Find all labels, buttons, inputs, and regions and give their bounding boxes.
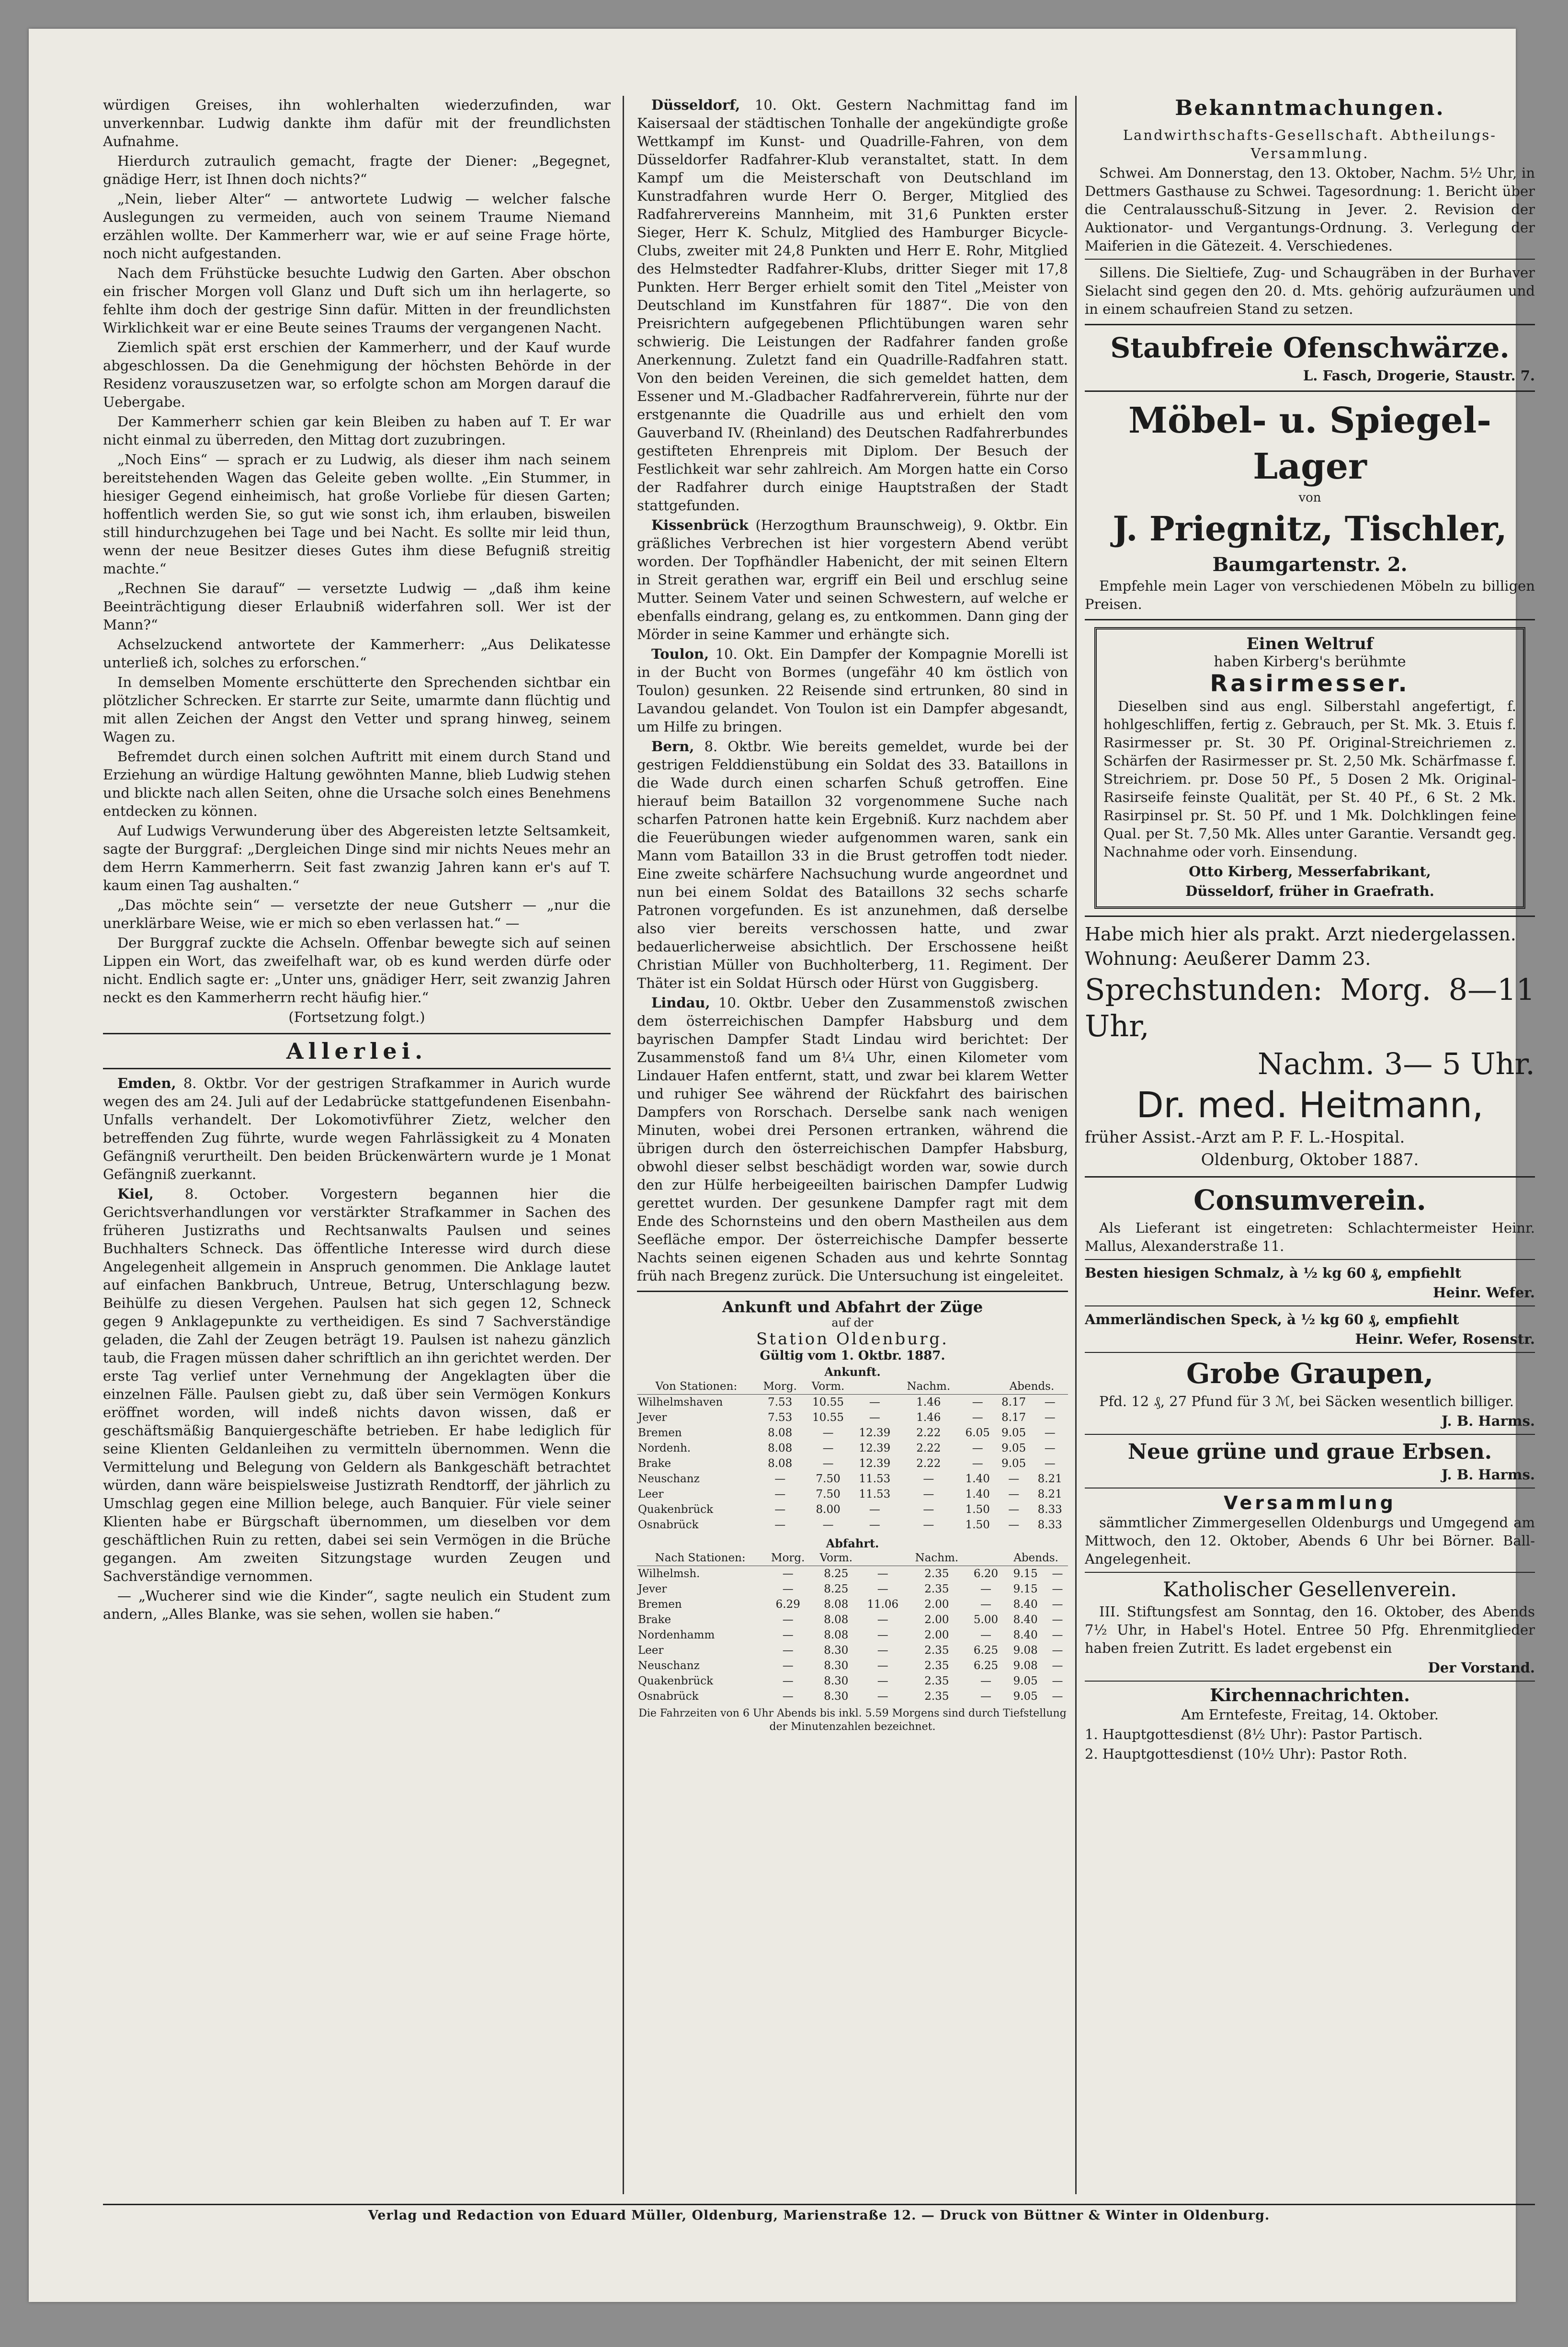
time-cell: — [1052, 1614, 1063, 1626]
story-paragraph: „Nein, lieber Alter“ — antwortete Ludwig — welcher falsche Auslegungen zu vermeiden, auch von seinem Traume Niemand erzählen wollte. Der Kammerherr war, wie er auf seine Frage hörte, noch nicht aufgestanden. [103, 191, 611, 262]
time-cell: — [1008, 1488, 1020, 1500]
story-paragraph: Der Kammerherr schien gar kein Bleiben zu haben auf T. Er war nicht einmal zu überreden, den Mittag dort zuzubringen. [103, 413, 611, 448]
ad-ofenschwaerze-firm: L. Fasch, Drogerie, Staustr. 7. [1303, 367, 1535, 384]
time-cell: — [980, 1583, 991, 1595]
time-cell: 6.25 [973, 1660, 999, 1672]
time-cell: — [782, 1629, 794, 1641]
time-cell: 10.55 [812, 1396, 844, 1408]
time-cell: 8.21 [1037, 1488, 1062, 1500]
time-cell: — [923, 1503, 934, 1516]
time-cell: — [782, 1568, 794, 1580]
ad-moebel-text: Empfehle mein Lager von verschiedenen Möbeln zu billigen Preisen. [1085, 578, 1535, 612]
time-cell: — [877, 1583, 888, 1595]
time-cell: 2.35 [924, 1583, 949, 1595]
timetable-row [637, 1471, 1068, 1487]
time-cell: — [1044, 1427, 1056, 1439]
station-name: Brake [638, 1614, 671, 1626]
time-cell: 10.55 [812, 1411, 844, 1424]
divider [1085, 1572, 1535, 1573]
time-cell: — [774, 1519, 786, 1531]
time-cell: — [1052, 1583, 1063, 1595]
story-paragraph: Befremdet durch einen solchen Auftritt mit einem durch Stand und Erziehung an würdige Haltung gewöhnten Manne, blieb Ludwig stehen und blickte nach allen Seiten, ohne die Ursache solch eines Benehmens entdecken zu können. [103, 748, 611, 819]
time-cell: 8.30 [824, 1644, 849, 1657]
story-paragraph: „Noch Eins“ — sprach er zu Ludwig, als dieser ihm nach seinem bereitstehenden Wagen das Geleite geben wollte. „Ein Stummer, in hiesiger Gegend einheimisch, hat große Vorliebe für diesen Garten; hoffentlich werden Sie, so gut wie sonst ich, ihm erlauben, bisweilen still hindurchzugehen bei Tage und bei Nacht. Es sollte mir leid thun, wenn der neue Besitzer dieses Gutes ihm diese Befugniß streitig machte.“ [103, 451, 611, 577]
column-right [1085, 96, 1535, 1764]
time-cell: — [1052, 1598, 1063, 1611]
ad-kirche-line3: 2. Hauptgottesdienst (10½ Uhr): Pastor Roth. [1085, 1746, 1408, 1762]
time-cell: 12.39 [859, 1427, 891, 1439]
time-cell: — [782, 1644, 794, 1657]
time-cell: 8.25 [824, 1583, 849, 1595]
time-cell: — [869, 1396, 880, 1408]
time-cell: 2.35 [924, 1568, 949, 1580]
timetable-header-cell: Nachm. [906, 1550, 968, 1566]
timetable-header-cell: Abends. [996, 1379, 1068, 1395]
time-cell: — [923, 1473, 934, 1485]
ad-arzt-line6: Oldenburg, Oktober 1887. [1201, 1150, 1419, 1169]
ad-consumverein-text: Als Lieferant ist eingetreten: Schlachtermeister Heinr. Mallus, Alexanderstraße 11. [1085, 1220, 1535, 1254]
ad-ofenschwaerze-title: Staubfreie Ofenschwärze. [1110, 332, 1510, 364]
time-cell: — [822, 1457, 834, 1470]
ad-graupen-title: Grobe Graupen, [1186, 1357, 1434, 1390]
time-cell: 2.22 [916, 1457, 941, 1470]
time-cell: — [980, 1598, 991, 1611]
ad-arzt-line5: früher Assist.-Arzt am P. F. L.-Hospital. [1085, 1128, 1405, 1147]
time-cell: 11.53 [859, 1488, 891, 1500]
time-cell: 8.08 [824, 1614, 849, 1626]
time-cell: — [877, 1644, 888, 1657]
time-cell: 9.15 [1013, 1583, 1038, 1595]
time-cell: 1.40 [965, 1473, 990, 1485]
time-cell: 2.35 [924, 1660, 949, 1672]
timetable-row [637, 1441, 1068, 1456]
section-heading-allerlei: Allerlei. [103, 1033, 611, 1069]
divider [637, 1291, 1068, 1292]
time-cell: 9.05 [1001, 1457, 1026, 1470]
news-text: 8. Oktbr. Vor der gestrigen Strafkammer in Aurich wurde wegen des am 24. Juli auf der Ledabrücke stattgefundenen Eisenbahn-Unfalls verhandelt. Der Lokomotivführer Zietz, welcher den betreffenden Zug führte, wurde wegen Fahrlässigkeit zu 4 Monaten Gefängniß verurtheilt. Den beiden Brückenwärtern wurde je 1 Monat Gefängniß zuerkannt. [103, 1075, 611, 1182]
time-cell: 11.06 [867, 1598, 899, 1611]
announcement-heading: Landwirthschafts-Gesellschaft. Abtheilungs-Versammlung. [1123, 127, 1497, 161]
station-name: Bremen [638, 1427, 682, 1439]
time-cell: 8.08 [768, 1427, 793, 1439]
time-cell: 8.33 [1037, 1503, 1062, 1516]
departure-heading: Abfahrt. [826, 1536, 879, 1550]
imprint-footer: Verlag und Redaction von Eduard Müller, Oldenburg, Marienstraße 12. — Druck von Büttner & Winter in Oldenburg. [103, 2204, 1535, 2223]
divider [1085, 390, 1535, 392]
time-cell: 8.40 [1013, 1614, 1038, 1626]
time-cell: — [1052, 1629, 1063, 1641]
time-cell: 7.50 [816, 1488, 841, 1500]
timetable-header-cell [960, 1379, 996, 1395]
arrival-heading: Ankunft. [824, 1365, 881, 1379]
ad-kirberg-firm: Otto Kirberg, Messerfabrikant, [1189, 863, 1431, 880]
station-name: Wilhelmshaven [638, 1396, 723, 1408]
time-cell: — [972, 1396, 983, 1408]
arrival-table [637, 1379, 1068, 1533]
station-name: Wilhelmsh. [638, 1568, 700, 1580]
divider [1085, 1305, 1535, 1306]
time-cell: — [1052, 1568, 1063, 1580]
announcements-title: Bekanntmachungen. [1175, 96, 1445, 120]
time-cell: — [782, 1675, 794, 1687]
ad-kirberg-city: Düsseldorf, früher in Graefrath. [1185, 883, 1434, 899]
time-cell: 8.30 [824, 1675, 849, 1687]
timetable-header-cell [852, 1379, 898, 1395]
timetable-station: Station Oldenburg. [756, 1329, 949, 1349]
time-cell: 2.22 [916, 1427, 941, 1439]
divider [1085, 1259, 1535, 1260]
time-cell: 8.08 [768, 1442, 793, 1454]
time-cell: 8.25 [824, 1568, 849, 1580]
timetable-row [637, 1612, 1068, 1627]
station-name: Osnabrück [638, 1519, 699, 1531]
time-cell: 8.17 [1001, 1396, 1026, 1408]
time-cell: 2.00 [924, 1629, 949, 1641]
time-cell: 8.30 [824, 1660, 849, 1672]
news-text: 10. Okt. Ein Dampfer der Kompagnie Morelli ist in der Bucht von Bormes (ungefähr 40 km östlich von Toulon) gesunken. 22 Reisende sind ertrunken, 80 sind in Lavandou gelandet. Von Toulon ist ein Dampfer abgesandt, um Hilfe zu bringen. [637, 646, 1068, 735]
story-paragraph: Achselzuckend antwortete der Kammerherr: „Aus Delikatesse unterließ ich, solches zu erforschen.“ [103, 636, 611, 671]
time-cell: 8.08 [824, 1598, 849, 1611]
station-name: Jever [638, 1583, 667, 1595]
column-rule-2 [1075, 96, 1077, 2194]
ad-kirche-title: Kirchennachrichten. [1210, 1685, 1410, 1706]
ad-erbsen-title: Neue grüne und graue Erbsen. [1127, 1440, 1492, 1464]
timetable-row [637, 1395, 1068, 1410]
timetable-row [637, 1643, 1068, 1658]
time-cell: — [774, 1473, 786, 1485]
timetable-row [637, 1627, 1068, 1643]
timetable-row [637, 1673, 1068, 1689]
time-cell: — [923, 1488, 934, 1500]
timetable-header-cell: Vorm. [812, 1550, 860, 1566]
time-cell: — [1044, 1411, 1056, 1424]
news-text: 10. Okt. Gestern Nachmittag fand im Kaisersaal der städtischen Tonhalle der angekündigte große Wettkampf im Kunst- und Quadrille-Fahren, von dem Düsseldorfer Radfahrer-Klub veranstaltet, statt. In dem Kampf um die Meisterschaft von Deutschland im Kunstradfahren wurde Herr O. Berger, Mitglied des Radfahrervereins Mannheim, mit 31,6 Punkten erster Sieger, Herr K. Schulz, Mitglied des Hamburger Bicycle-Clubs, zweiter mit 24,8 Punkten und Herr E. Rohr, Mitglied des Helmstedter Radfahrer-Klubs, dritter Sieger mit 17,8 Punkten. Herr Berger erhielt somit den Titel „Meister von Deutschland im Kunstfahren für 1887“. Die von den Preisrichtern aufgegebenen Pflichtübungen waren sehr schwierig. Die Leistungen der Radfahrer fanden große Anerkennung. Zuletzt fand ein Quadrille-Radfahren statt. Von den beiden Vereinen, die sich gemeldet hatten, dem Essener und M.-Gladbacher Radfahrerverein, führte nur der erstgenannte die Quadrille aus und erhielt den vom Gauverband IV. (Rheinland) des Deutschen Radfahrerbundes gestifteten Ehrenpreis mit Diplom. Der Besuch der Festlichkeit war sehr zahlreich. Am Morgen hatte ein Corso der Radfahrer durch einige Hauptstraßen der Stadt stattgefunden. [637, 97, 1068, 514]
story-paragraph: Hierdurch zutraulich gemacht, fragte der Diener: „Begegnet, gnädige Herr, ist Ihnen doch nichts?“ [103, 153, 611, 187]
timetable-row [637, 1456, 1068, 1471]
time-cell: 6.05 [965, 1427, 990, 1439]
station-name: Leer [638, 1644, 664, 1657]
time-cell: 9.05 [1013, 1675, 1038, 1687]
time-cell: 8.33 [1037, 1519, 1062, 1531]
ad-arzt-name: Dr. med. Heitmann, [1136, 1085, 1484, 1126]
station-name: Nordenh. [638, 1442, 691, 1454]
time-cell: — [877, 1660, 888, 1672]
station-name: Quakenbrück [638, 1675, 714, 1687]
time-cell: 9.05 [1001, 1427, 1026, 1439]
timetable-row [637, 1425, 1068, 1441]
time-cell: — [1044, 1396, 1056, 1408]
story-paragraph: Nach dem Frühstücke besuchte Ludwig den Garten. Aber obschon ein frischer Morgen voll Glanz und Duft sich um ihn herlagerte, so fehlte ihm doch der gestrige Sinn dafür. Mitten in der freundlichsten Wirklichkeit war er eine Beute seines Traums der vergangenen Nacht. [103, 265, 611, 336]
time-cell: — [1052, 1690, 1063, 1703]
time-cell: — [972, 1457, 983, 1470]
time-cell: — [782, 1690, 794, 1703]
time-cell: 7.50 [816, 1473, 841, 1485]
time-cell: 6.25 [973, 1644, 999, 1657]
ad-kirberg-head: Einen Weltruf [1246, 634, 1374, 653]
ad-speck-text: Ammerländischen Speck, à ½ kg 60 ₰, empfiehlt [1085, 1311, 1459, 1328]
ad-schmalz-firm: Heinr. Wefer. [1432, 1284, 1535, 1301]
timetable [637, 1298, 1068, 1734]
story-paragraph: Der Burggraf zuckte die Achseln. Offenbar bewegte sich auf seinen Lippen ein Wort, das zweifelhaft war, ob es kund werden dürfe oder nicht. Endlich sagte er: „Unter uns, gnädiger Herr, seit zwanzig Jahren neckt es den Kammerherrn recht häufig hier.“ [103, 935, 611, 1006]
timetable-row [637, 1502, 1068, 1517]
column-rule-1 [623, 96, 624, 2194]
timetable-row [637, 1689, 1068, 1704]
time-cell: 2.35 [924, 1644, 949, 1657]
ad-schmalz-text: Besten hiesigen Schmalz, à ½ kg 60 ₰, empfiehlt [1085, 1265, 1462, 1281]
time-cell: — [774, 1503, 786, 1516]
divider [1085, 324, 1535, 325]
timetable-row [637, 1410, 1068, 1425]
news-text: (Herzogthum Braunschweig), 9. Oktbr. Ein gräßliches Verbrechen ist hier vorgestern Abend verübt worden. Der Topfhändler Habenicht, der mit seinen Eltern in Streit gerathen war, ergriff ein Beil und erschlug seine Mutter. Seinem Vater und seinen Schwestern, auf welche er ebenfalls eindrang, gelang es, zu entkommen. Dann ging der Mörder in seine Kammer und erhängte sich. [637, 517, 1068, 642]
ad-kirberg-title: Rasirmesser. [1210, 670, 1410, 697]
time-cell: — [877, 1629, 888, 1641]
ad-moebel-address: Baumgartenstr. 2. [1212, 553, 1408, 576]
timetable-row [637, 1517, 1068, 1533]
ad-versammlung-text: sämmtlicher Zimmergesellen Oldenburgs und Umgegend am Mittwoch, den 12. Oktober, Abends 6 Uhr bei Börner. Ball-Angelegenheit. [1085, 1514, 1535, 1567]
continuation-note: (Fortsetzung folgt.) [288, 1009, 425, 1025]
timetable-header-cell: Morg. [763, 1550, 812, 1566]
timetable-header-cell: Vorm. [805, 1379, 852, 1395]
time-cell: 2.00 [924, 1614, 949, 1626]
time-cell: — [1052, 1644, 1063, 1657]
time-cell: — [822, 1442, 834, 1454]
station-name: Nordenhamm [638, 1629, 715, 1641]
news-place: Lindau, [651, 995, 710, 1011]
time-cell: 8.30 [824, 1690, 849, 1703]
news-place: Düsseldorf, [651, 97, 740, 113]
time-cell: — [980, 1629, 991, 1641]
time-cell: 7.53 [768, 1411, 793, 1424]
story-paragraph: In demselben Momente erschütterte den Sprechenden sichtbar ein plötzlicher Schrecken. Er starrte zur Seite, umarmte dann flüchtig und mit allen Zeichen der Angst den Vetter und sprang hinweg, seinem Wagen zu. [103, 674, 611, 745]
ad-consumverein-title: Consumverein. [1193, 1184, 1426, 1216]
time-cell: — [822, 1519, 834, 1531]
divider [1085, 1681, 1535, 1682]
time-cell: 12.39 [859, 1457, 891, 1470]
ad-moebel-title: Möbel- u. Spiegel-Lager [1128, 400, 1492, 487]
time-cell: — [782, 1660, 794, 1672]
ad-arzt-hours-morning: Sprechstunden: Morg. 8—11 Uhr, [1085, 972, 1535, 1043]
time-cell: 1.46 [916, 1411, 941, 1424]
ad-kirche-line1: Am Erntefeste, Freitag, 14. Oktober. [1181, 1706, 1439, 1723]
news-text: 10. Oktbr. Ueber den Zusammenstoß zwischen dem österreichischen Dampfer Habsburg und dem bayrischen Dampfer Stadt Lindau wird berichtet: Der Zusammenstoß fand um 8¼ Uhr, einen Kilometer vom Lindauer Hafen entfernt, statt, und zwar bei klarem Wetter und ruhiger See während der Rückfahrt des bairischen Dampfers von Rorschach. Derselbe sank nach wenigen Minuten, wobei drei Personen ertranken, während die übrigen durch den österreichischen Dampfer Habsburg, obwohl dieser selbst beschädigt worden war, sowie durch den zur Hülfe herbeigeeilten bairischen Dampfer Ludwig gerettet wurden. Der gesunkene Dampfer ragt mit dem Ende des Schornsteins und den obern Mastheilen aus dem Seefläche empor. Der österreichische Dampfer besserte Nachts seinen eigenen Schaden aus und kehrte Sonntag früh nach Bregenz zurück. Die Untersuchung ist eingeleitet. [637, 995, 1068, 1284]
time-cell: 1.40 [965, 1488, 990, 1500]
divider [1085, 1176, 1535, 1178]
time-cell: 2.35 [924, 1690, 949, 1703]
timetable-header-cell [968, 1550, 1004, 1566]
timetable-sub: auf der [831, 1316, 874, 1329]
ad-moebel-von: von [1298, 491, 1321, 505]
timetable-header-cell: Morg. [756, 1379, 805, 1395]
time-cell: 8.08 [768, 1457, 793, 1470]
time-cell: 6.20 [973, 1568, 999, 1580]
time-cell: 12.39 [859, 1442, 891, 1454]
station-name: Jever [638, 1411, 667, 1424]
timetable-valid: Gültig vom 1. Oktbr. 1887. [760, 1349, 945, 1363]
time-cell: 2.22 [916, 1442, 941, 1454]
column-middle [637, 96, 1068, 1735]
news-text: 8. October. Vorgestern begannen hier die Gerichtsverhandlungen vor verstärkter Strafkammer in Sachen des früheren Justizraths und Rechtsanwalts Paulsen und seines Buchhalters Schneck. Das öffentliche Interesse wird durch diese Angelegenheit allgemein in Anspruch genommen. Die Anklage lautet auf einfachen Bankbruch, Untreue, Betrug, Unterschlagung bezw. Beihülfe zu diesen Vergehen. Paulsen hat sich gegen 12, Schneck gegen 9 Anklagepunkte zu vertheidigen. Es sind 7 Sachverständige geladen, die Zahl der Zeugen beträgt 19. Paulsen ist nahezu gänzlich taub, die Fragen müssen daher schriftlich an ihn gerichtet werden. Der erste Tag verlief unter Vernehmung der Angeklagten über die einzelnen Fälle. Paulsen giebt zu, daß über sein Vermögen Konkurs eröffnet worden, will indeß nichts davon wissen, daß er geschäftsmäßig Banquiergeschäfte betrieben. Er habe lediglich für seine Klienten Geldanleihen zu vermitteln übernommen. Wenn die Vermittelung und Belegung von Geldern als Bankgeschäft betrachtet würden, dann wäre beispielsweise Justizrath Rendtorff, der jährlich zu Umschlag gegen eine Million belege, auch Banquier. Für viele seiner Klienten habe er Bürgschaft übernommen, um dieselben vor dem geschäftlichen Ruin zu retten, dabei sei sein Vermögen in die Brüche gegangen. Am zweiten Sitzungstage wurden Zeugen und Sachverständige vernommen. [103, 1186, 611, 1584]
ad-kirberg-line: haben Kirberg's berühmte [1214, 653, 1406, 670]
time-cell: 9.08 [1013, 1660, 1038, 1672]
ad-arzt-hours-afternoon: Nachm. 3— 5 Uhr. [1257, 1046, 1535, 1081]
timetable-row [637, 1566, 1068, 1582]
divider [1085, 259, 1535, 260]
ad-speck-firm: Heinr. Wefer, Rosenstr. [1355, 1331, 1535, 1347]
station-name: Brake [638, 1457, 671, 1470]
timetable-header-cell [860, 1550, 906, 1566]
time-cell: 9.15 [1013, 1568, 1038, 1580]
time-cell: — [877, 1614, 888, 1626]
station-name: Bremen [638, 1598, 682, 1611]
station-name: Neuschanz [638, 1660, 700, 1672]
time-cell: 6.29 [775, 1598, 800, 1611]
time-cell: 8.40 [1013, 1598, 1038, 1611]
timetable-header-cell: Abends. [1004, 1550, 1068, 1566]
time-cell: — [1008, 1503, 1020, 1516]
time-cell: 1.46 [916, 1396, 941, 1408]
time-cell: — [782, 1583, 794, 1595]
time-cell: 1.50 [965, 1519, 990, 1531]
announcement-text: Sillens. Die Sieltiefe, Zug- und Schaugräben in der Burhaver Sielacht sind gegen den 20. d. Mts. gehörig aufzuräumen und in einem schaufreien Stand zu setzen. [1085, 264, 1535, 317]
time-cell: 9.05 [1013, 1690, 1038, 1703]
time-cell: 5.00 [973, 1614, 999, 1626]
news-place: Kissenbrück [651, 517, 749, 533]
divider [1085, 1434, 1535, 1435]
news-place: Toulon, [651, 646, 709, 662]
timetable-row [637, 1658, 1068, 1673]
time-cell: 2.35 [924, 1675, 949, 1687]
time-cell: — [869, 1411, 880, 1424]
story-paragraph: „Rechnen Sie darauf“ — versetzte Ludwig — „daß ihm keine Beeinträchtigung dieser Erlaubniß widerfahren soll. Wer ist der Mann?“ [103, 580, 611, 633]
news-place: Bern, [651, 738, 694, 755]
divider [1085, 1352, 1535, 1353]
timetable-header-cell: Nachm. [898, 1379, 959, 1395]
time-cell: — [877, 1568, 888, 1580]
time-cell: 9.05 [1001, 1442, 1026, 1454]
time-cell: 8.21 [1037, 1473, 1062, 1485]
time-cell: — [782, 1614, 794, 1626]
time-cell: 8.08 [824, 1629, 849, 1641]
time-cell: 9.08 [1013, 1644, 1038, 1657]
time-cell: 1.50 [965, 1503, 990, 1516]
story-paragraph: Ziemlich spät erst erschien der Kammerherr, und der Kauf wurde abgeschlossen. Da die Genehmigung der höchsten Behörde in der Residenz vorauszusetzen war, so erfolgte schon am Morgen darauf die Uebergabe. [103, 339, 611, 410]
time-cell: — [869, 1503, 880, 1516]
story-paragraph: „Das möchte sein“ — versetzte der neue Gutsherr — „nur die unerklärbare Weise, wie er mich so eben verlassen hat.“ — [103, 897, 611, 931]
timetable-title: Ankunft und Abfahrt der Züge [722, 1298, 983, 1316]
time-cell: — [1008, 1519, 1020, 1531]
anecdote: — „Wucherer sind wie die Kinder“, sagte neulich ein Student zum andern, „Alles Blanke, was sie sehen, wollen sie haben.“ [103, 1588, 611, 1622]
timetable-row [637, 1487, 1068, 1502]
ad-gesellenverein-sign: Der Vorstand. [1428, 1660, 1535, 1676]
departure-table [637, 1550, 1068, 1704]
timetable-header-cell: Nach Stationen: [637, 1550, 763, 1566]
timetable-row [637, 1597, 1068, 1612]
time-cell: — [972, 1411, 983, 1424]
time-cell: — [774, 1488, 786, 1500]
time-cell: — [877, 1690, 888, 1703]
news-text: 8. Oktbr. Wie bereits gemeldet, wurde bei der gestrigen Felddienstübung ein Soldat des 33. Bataillons in die Wade durch einen scharfen Schuß getroffen. Eine hierauf beim Bataillon 32 vorgenommene Suche nach scharfen Patronen hatte kein Ergebniß. Kurz nachdem aber die Feuerübungen wieder aufgenommen waren, sank ein Mann vom Bataillon 33 in die Brust getroffen todt nieder. Eine zweite schärfere Nachsuchung wurde angeordnet und nun bei einem Soldat des Bataillons 32 sechs scharfe Patronen vorgefunden. Es ist anzunehmen, daß derselbe also vier bereits verschossen hatte, und zwar bedauerlicherweise absichtlich. Der Erschossene heißt Christian Müller von Buchholterberg, 11. Regiment. Der Thäter ist ein Soldat Hürsch oder Hürst von Guggisberg. [637, 738, 1068, 991]
news-place: Kiel, [117, 1186, 154, 1202]
time-cell: 7.53 [768, 1396, 793, 1408]
time-cell: — [877, 1675, 888, 1687]
time-cell: — [1008, 1473, 1020, 1485]
story-paragraph: Auf Ludwigs Verwunderung über des Abgereisten letzte Seltsamkeit, sagte der Burggraf: „Dergleichen Dinge sind mir nichts Neues mehr an dem Herrn Kammerherrn. Seit fast zwanzig Jahren kann er's auf T. kaum einen Tag aushalten.“ [103, 823, 611, 893]
time-cell: — [980, 1690, 991, 1703]
divider [1085, 619, 1535, 620]
ad-graupen-firm: J. B. Harms. [1442, 1413, 1535, 1429]
station-name: Quakenbrück [638, 1503, 714, 1516]
story-paragraph: würdigen Greises, ihn wohlerhalten wiederzufinden, war unverkennbar. Ludwig dankte ihm dafür mit der freundlichsten Aufnahme. [103, 97, 611, 149]
ad-graupen-text: Pfd. 12 ₰, 27 Pfund für 3 ℳ, bei Säcken wesentlich billiger. [1099, 1393, 1514, 1409]
timetable-row [637, 1581, 1068, 1597]
time-cell: — [1052, 1675, 1063, 1687]
ad-kirche-line2: 1. Hauptgottesdienst (8½ Uhr): Pastor Partisch. [1085, 1726, 1423, 1742]
time-cell: — [972, 1442, 983, 1454]
column-left [103, 96, 611, 1625]
announcement-text: Schwei. Am Donnerstag, den 13. Oktober, Nachm. 5½ Uhr, in Dettmers Gasthause zu Schwei. Tagesordnung: 1. Bericht über die Centralausschuß-Sitzung in Jever. 2. Revision der Auktionator- und Vergantungs-Ordnung. 3. Verlegung der Maiferien in die Gätezeit. 4. Verschiedenes. [1085, 165, 1535, 254]
ad-arzt-address: Wohnung: Aeußerer Damm 23. [1085, 948, 1371, 969]
ad-kirberg-text: Dieselben sind aus engl. Silberstahl angefertigt, f. hohlgeschliffen, fertig z. Gebrauch, per St. Mk. 3. Etuis f. Rasirmesser pr. St. 30 Pf. Original-Streichriemen z. Schärfen der Rasirmesser pr. St. 2,50 Mk. Schärfmasse f. Streichriem. pr. Dose 50 Pf., 5 Dosen 2 Mk. Original-Rasirseife feinste Qualität, per St. 40 Pf., 6 St. 2 Mk. Rasirpinsel pr. St. 50 Pf. und 1 Mk. Dolchklingen feine Qual. per St. 7,50 Mk. Alles unter Garantie. Versandt geg. Nachnahme oder vorh. Einsendung. [1103, 698, 1516, 860]
time-cell: 2.00 [924, 1598, 949, 1611]
ad-arzt-line1: Habe mich hier als prakt. Arzt niedergelassen. [1085, 924, 1516, 945]
ad-erbsen-firm: J. B. Harms. [1442, 1466, 1535, 1483]
ad-kirberg-box [1094, 627, 1525, 909]
time-cell: — [923, 1519, 934, 1531]
time-cell: — [1052, 1660, 1063, 1672]
divider [1085, 916, 1535, 917]
time-cell: — [1044, 1442, 1056, 1454]
time-cell: 8.17 [1001, 1411, 1026, 1424]
news-place: Emden, [117, 1075, 176, 1091]
time-cell: 8.40 [1013, 1629, 1038, 1641]
time-cell: — [980, 1675, 991, 1687]
ad-gesellenverein-title: Katholischer Gesellenverein. [1163, 1578, 1457, 1601]
timetable-header-cell: Von Stationen: [637, 1379, 756, 1395]
time-cell: — [1044, 1457, 1056, 1470]
ad-gesellenverein-text: III. Stiftungsfest am Sonntag, den 16. Oktober, des Abends 7½ Uhr, in Habel's Hotel. Entree 50 Pfg. Ehrenmitglieder haben freien Zutritt. Es ladet ergebenst ein [1085, 1603, 1535, 1656]
timetable-note: Die Fahrzeiten von 6 Uhr Abends bis inkl. 5.59 Morgens sind durch Tiefstellung der Minutenzahlen bezeichnet. [638, 1707, 1067, 1733]
time-cell: — [869, 1519, 880, 1531]
time-cell: 8.00 [816, 1503, 841, 1516]
time-cell: — [822, 1427, 834, 1439]
station-name: Leer [638, 1488, 664, 1500]
ad-versammlung-title: Versammlung [1224, 1492, 1396, 1513]
station-name: Neuschanz [638, 1473, 700, 1485]
time-cell: 11.53 [859, 1473, 891, 1485]
station-name: Osnabrück [638, 1690, 699, 1703]
ad-moebel-name: J. Priegnitz, Tischler, [1113, 509, 1507, 549]
